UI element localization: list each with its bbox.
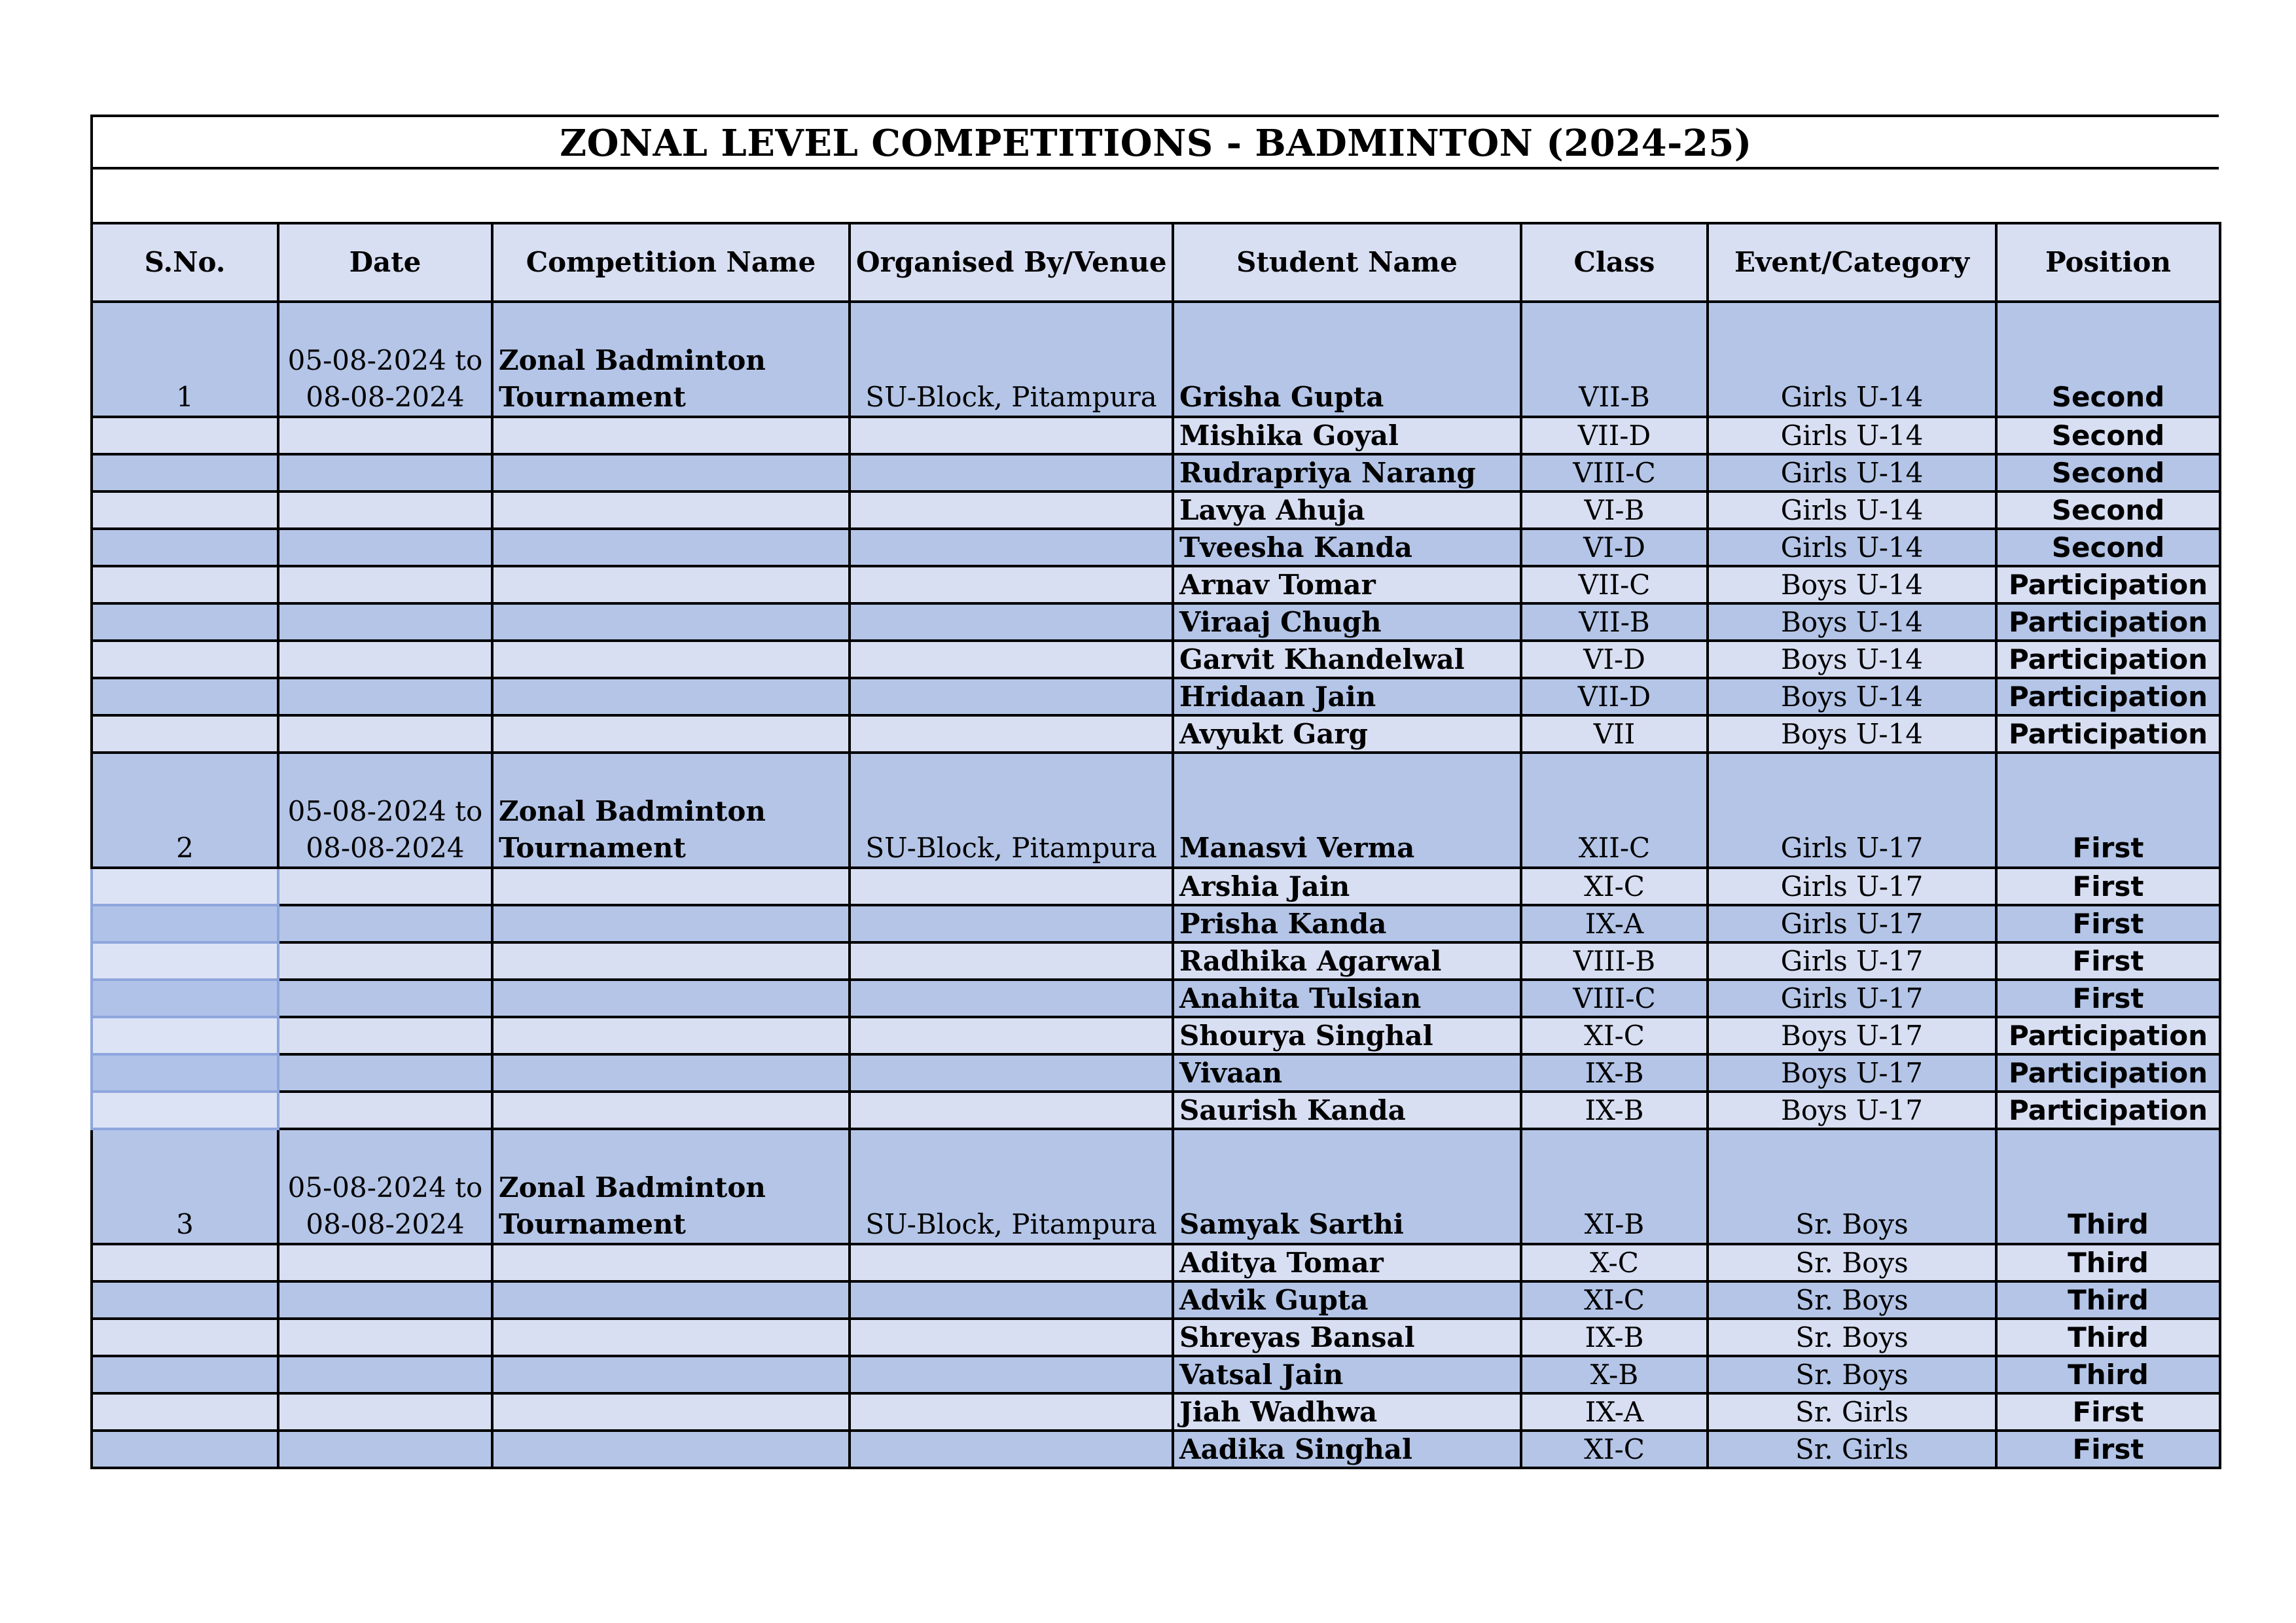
cell-venue-empty [850, 1319, 1173, 1356]
cell-position: First [1996, 942, 2220, 980]
cell-date-empty [278, 641, 492, 678]
date-start: 05-08-2024 to [287, 344, 483, 376]
cell-position: First [1996, 1393, 2220, 1431]
table-row [92, 529, 2220, 566]
sheet-title: ZONAL LEVEL COMPETITIONS - BADMINTON (2024-25) [90, 115, 2219, 169]
cell-student: Grisha Gupta [1173, 302, 1521, 417]
cell-position: Third [1996, 1129, 2220, 1244]
table-row [92, 1319, 2220, 1356]
cell-student: Arshia Jain [1173, 868, 1521, 905]
cell-event: Sr. Boys [1708, 1319, 1996, 1356]
cell-class: XI-C [1521, 1431, 1708, 1468]
cell-venue-empty [850, 905, 1173, 942]
cell-venue-empty [850, 942, 1173, 980]
table-row [92, 1356, 2220, 1393]
cell-date [278, 753, 492, 868]
cell-venue: SU-Block, Pitampura [850, 302, 1173, 417]
cell-sno-empty [92, 1393, 278, 1431]
cell-event: Sr. Boys [1708, 1281, 1996, 1319]
cell-position: First [1996, 753, 2220, 868]
cell-date-empty [278, 1244, 492, 1281]
cell-competition-empty [492, 1356, 850, 1393]
cell-event: Sr. Girls [1708, 1393, 1996, 1431]
cell-event: Boys U-14 [1708, 715, 1996, 753]
cell-class: XI-C [1521, 868, 1708, 905]
cell-event: Boys U-14 [1708, 603, 1996, 641]
cell-sno: 3 [92, 1129, 278, 1244]
cell-event: Boys U-14 [1708, 566, 1996, 603]
cell-student: Shourya Singhal [1173, 1017, 1521, 1054]
cell-class: VII [1521, 715, 1708, 753]
cell-competition-empty [492, 417, 850, 454]
cell-class: IX-B [1521, 1092, 1708, 1129]
header-class: Class [1521, 223, 1708, 302]
cell-sno-empty [92, 603, 278, 641]
cell-class: VII-C [1521, 566, 1708, 603]
cell-date [278, 302, 492, 417]
cell-class: VII-D [1521, 678, 1708, 715]
cell-venue-empty [850, 1017, 1173, 1054]
cell-sno-empty [92, 417, 278, 454]
cell-competition-empty [492, 641, 850, 678]
cell-student: Vatsal Jain [1173, 1356, 1521, 1393]
cell-venue-empty [850, 868, 1173, 905]
cell-sno-empty [92, 566, 278, 603]
table-row [92, 1431, 2220, 1468]
cell-competition-empty [492, 868, 850, 905]
cell-position: Participation [1996, 603, 2220, 641]
header-date: Date [278, 223, 492, 302]
table-row [92, 302, 2220, 417]
date-start: 05-08-2024 to [287, 1171, 483, 1204]
cell-competition-empty [492, 1393, 850, 1431]
cell-class: VIII-C [1521, 454, 1708, 491]
cell-class: VII-B [1521, 302, 1708, 417]
header-event: Event/Category [1708, 223, 1996, 302]
cell-competition-empty [492, 529, 850, 566]
results-sheet [90, 115, 2219, 1469]
cell-class: IX-A [1521, 905, 1708, 942]
cell-sno-empty [92, 980, 278, 1017]
cell-venue-empty [850, 566, 1173, 603]
cell-sno-empty [92, 905, 278, 942]
cell-competition [492, 1129, 850, 1244]
table-row [92, 641, 2220, 678]
cell-event: Sr. Girls [1708, 1431, 1996, 1468]
cell-student: Mishika Goyal [1173, 417, 1521, 454]
cell-venue-empty [850, 491, 1173, 529]
cell-event: Girls U-14 [1708, 529, 1996, 566]
cell-date-empty [278, 1281, 492, 1319]
cell-venue-empty [850, 1281, 1173, 1319]
cell-date-empty [278, 678, 492, 715]
cell-sno-empty [92, 1054, 278, 1092]
cell-date-empty [278, 905, 492, 942]
table-row [92, 491, 2220, 529]
cell-competition-empty [492, 1319, 850, 1356]
cell-student: Avyukt Garg [1173, 715, 1521, 753]
cell-class: X-C [1521, 1244, 1708, 1281]
header-row [92, 223, 2220, 302]
table-row [92, 1017, 2220, 1054]
cell-class: XII-C [1521, 753, 1708, 868]
cell-date-empty [278, 980, 492, 1017]
header-position: Position [1996, 223, 2220, 302]
cell-sno: 2 [92, 753, 278, 868]
cell-position: Third [1996, 1319, 2220, 1356]
cell-competition-empty [492, 980, 850, 1017]
date-end: 08-08-2024 [306, 381, 465, 413]
cell-event: Sr. Boys [1708, 1356, 1996, 1393]
table-row [92, 454, 2220, 491]
date-end: 08-08-2024 [306, 832, 465, 864]
cell-date-empty [278, 1017, 492, 1054]
cell-competition-empty [492, 942, 850, 980]
cell-event: Girls U-17 [1708, 753, 1996, 868]
cell-student: Radhika Agarwal [1173, 942, 1521, 980]
cell-date-empty [278, 566, 492, 603]
cell-venue-empty [850, 1393, 1173, 1431]
table-row [92, 678, 2220, 715]
cell-venue-empty [850, 715, 1173, 753]
cell-position: Participation [1996, 1017, 2220, 1054]
table-row [92, 1054, 2220, 1092]
cell-competition-empty [492, 1281, 850, 1319]
cell-event: Girls U-17 [1708, 905, 1996, 942]
cell-date [278, 1129, 492, 1244]
cell-position: Third [1996, 1244, 2220, 1281]
cell-class: VII-B [1521, 603, 1708, 641]
cell-position: Participation [1996, 1054, 2220, 1092]
cell-sno-empty [92, 1244, 278, 1281]
cell-sno-empty [92, 678, 278, 715]
cell-position: First [1996, 1431, 2220, 1468]
cell-student: Shreyas Bansal [1173, 1319, 1521, 1356]
table-row [92, 1092, 2220, 1129]
cell-competition-empty [492, 1431, 850, 1468]
cell-event: Girls U-14 [1708, 302, 1996, 417]
cell-event: Boys U-14 [1708, 678, 1996, 715]
cell-student: Viraaj Chugh [1173, 603, 1521, 641]
cell-venue-empty [850, 529, 1173, 566]
cell-event: Sr. Boys [1708, 1129, 1996, 1244]
cell-sno-empty [92, 1092, 278, 1129]
cell-position: Second [1996, 529, 2220, 566]
table-row [92, 905, 2220, 942]
table-row [92, 980, 2220, 1017]
table-row [92, 603, 2220, 641]
cell-date-empty [278, 942, 492, 980]
cell-sno-empty [92, 1319, 278, 1356]
cell-competition-empty [492, 1092, 850, 1129]
cell-event: Boys U-14 [1708, 641, 1996, 678]
cell-date-empty [278, 529, 492, 566]
cell-date-empty [278, 1393, 492, 1431]
cell-venue-empty [850, 603, 1173, 641]
date-start: 05-08-2024 to [287, 795, 483, 827]
cell-venue-empty [850, 1244, 1173, 1281]
cell-class: IX-B [1521, 1319, 1708, 1356]
header-competition: Competition Name [492, 223, 850, 302]
cell-date-empty [278, 417, 492, 454]
cell-class: XI-C [1521, 1017, 1708, 1054]
cell-event: Girls U-14 [1708, 417, 1996, 454]
cell-sno-empty [92, 715, 278, 753]
cell-competition-empty [492, 678, 850, 715]
cell-student: Arnav Tomar [1173, 566, 1521, 603]
table-row [92, 1244, 2220, 1281]
cell-competition-empty [492, 1017, 850, 1054]
cell-class: VIII-B [1521, 942, 1708, 980]
header-venue: Organised By/Venue [850, 223, 1173, 302]
cell-competition [492, 302, 850, 417]
cell-venue-empty [850, 454, 1173, 491]
cell-student: Garvit Khandelwal [1173, 641, 1521, 678]
cell-position: First [1996, 905, 2220, 942]
table-row [92, 1129, 2220, 1244]
cell-event: Girls U-17 [1708, 980, 1996, 1017]
cell-class: IX-A [1521, 1393, 1708, 1431]
cell-position: Participation [1996, 715, 2220, 753]
cell-competition-empty [492, 1054, 850, 1092]
cell-date-empty [278, 868, 492, 905]
table-row [92, 417, 2220, 454]
date-end: 08-08-2024 [306, 1208, 465, 1240]
cell-student: Rudrapriya Narang [1173, 454, 1521, 491]
cell-event: Sr. Boys [1708, 1244, 1996, 1281]
cell-competition-empty [492, 603, 850, 641]
cell-date-empty [278, 603, 492, 641]
cell-class: XI-C [1521, 1281, 1708, 1319]
cell-position: Participation [1996, 641, 2220, 678]
cell-position: Third [1996, 1356, 2220, 1393]
cell-sno-empty [92, 1356, 278, 1393]
cell-sno-empty [92, 1017, 278, 1054]
cell-date-empty [278, 715, 492, 753]
blank-row [90, 169, 2219, 222]
cell-sno-empty [92, 491, 278, 529]
table-row [92, 868, 2220, 905]
cell-date-empty [278, 1054, 492, 1092]
table-row [92, 566, 2220, 603]
results-table [90, 222, 2221, 1469]
cell-sno-empty [92, 1281, 278, 1319]
cell-class: VI-B [1521, 491, 1708, 529]
cell-date-empty [278, 454, 492, 491]
cell-class: X-B [1521, 1356, 1708, 1393]
cell-venue-empty [850, 1431, 1173, 1468]
cell-venue: SU-Block, Pitampura [850, 753, 1173, 868]
cell-date-empty [278, 1356, 492, 1393]
cell-class: VIII-C [1521, 980, 1708, 1017]
cell-position: Second [1996, 491, 2220, 529]
cell-event: Girls U-17 [1708, 942, 1996, 980]
cell-venue-empty [850, 1054, 1173, 1092]
table-row [92, 715, 2220, 753]
cell-student: Anahita Tulsian [1173, 980, 1521, 1017]
cell-sno-empty [92, 868, 278, 905]
table-row [92, 1281, 2220, 1319]
competition-line2: Tournament [499, 832, 686, 864]
cell-class: VII-D [1521, 417, 1708, 454]
cell-venue-empty [850, 1092, 1173, 1129]
cell-venue-empty [850, 641, 1173, 678]
cell-student: Jiah Wadhwa [1173, 1393, 1521, 1431]
cell-date-empty [278, 1431, 492, 1468]
competition-line2: Tournament [499, 381, 686, 413]
cell-position: Participation [1996, 1092, 2220, 1129]
cell-student: Saurish Kanda [1173, 1092, 1521, 1129]
cell-competition-empty [492, 491, 850, 529]
cell-student: Aadika Singhal [1173, 1431, 1521, 1468]
cell-event: Girls U-14 [1708, 491, 1996, 529]
cell-class: IX-B [1521, 1054, 1708, 1092]
cell-class: VI-D [1521, 641, 1708, 678]
cell-date-empty [278, 491, 492, 529]
cell-competition-empty [492, 566, 850, 603]
cell-position: Participation [1996, 566, 2220, 603]
cell-date-empty [278, 1319, 492, 1356]
cell-event: Girls U-17 [1708, 868, 1996, 905]
cell-date-empty [278, 1092, 492, 1129]
cell-position: First [1996, 980, 2220, 1017]
competition-line1: Zonal Badminton [499, 344, 766, 376]
cell-competition [492, 753, 850, 868]
table-row [92, 1393, 2220, 1431]
cell-sno-empty [92, 454, 278, 491]
cell-venue-empty [850, 1356, 1173, 1393]
cell-sno-empty [92, 641, 278, 678]
cell-event: Boys U-17 [1708, 1054, 1996, 1092]
cell-position: Second [1996, 454, 2220, 491]
cell-position: First [1996, 868, 2220, 905]
competition-line2: Tournament [499, 1208, 686, 1240]
cell-student: Vivaan [1173, 1054, 1521, 1092]
cell-student: Samyak Sarthi [1173, 1129, 1521, 1244]
cell-student: Tveesha Kanda [1173, 529, 1521, 566]
cell-venue-empty [850, 417, 1173, 454]
cell-position: Third [1996, 1281, 2220, 1319]
cell-student: Manasvi Verma [1173, 753, 1521, 868]
cell-student: Aditya Tomar [1173, 1244, 1521, 1281]
cell-position: Second [1996, 417, 2220, 454]
cell-class: VI-D [1521, 529, 1708, 566]
cell-sno-empty [92, 1431, 278, 1468]
cell-student: Prisha Kanda [1173, 905, 1521, 942]
cell-student: Advik Gupta [1173, 1281, 1521, 1319]
cell-event: Boys U-17 [1708, 1092, 1996, 1129]
cell-venue-empty [850, 678, 1173, 715]
cell-competition-empty [492, 715, 850, 753]
cell-sno-empty [92, 529, 278, 566]
table-row [92, 942, 2220, 980]
cell-venue-empty [850, 980, 1173, 1017]
cell-venue: SU-Block, Pitampura [850, 1129, 1173, 1244]
header-sno: S.No. [92, 223, 278, 302]
cell-competition-empty [492, 905, 850, 942]
table-row [92, 753, 2220, 868]
cell-position: Second [1996, 302, 2220, 417]
cell-competition-empty [492, 1244, 850, 1281]
cell-class: XI-B [1521, 1129, 1708, 1244]
competition-line1: Zonal Badminton [499, 795, 766, 827]
cell-event: Boys U-17 [1708, 1017, 1996, 1054]
cell-sno-empty [92, 942, 278, 980]
cell-student: Hridaan Jain [1173, 678, 1521, 715]
cell-sno: 1 [92, 302, 278, 417]
competition-line1: Zonal Badminton [499, 1171, 766, 1204]
cell-competition-empty [492, 454, 850, 491]
cell-student: Lavya Ahuja [1173, 491, 1521, 529]
table-body [92, 302, 2220, 1468]
cell-event: Girls U-14 [1708, 454, 1996, 491]
header-student: Student Name [1173, 223, 1521, 302]
cell-position: Participation [1996, 678, 2220, 715]
